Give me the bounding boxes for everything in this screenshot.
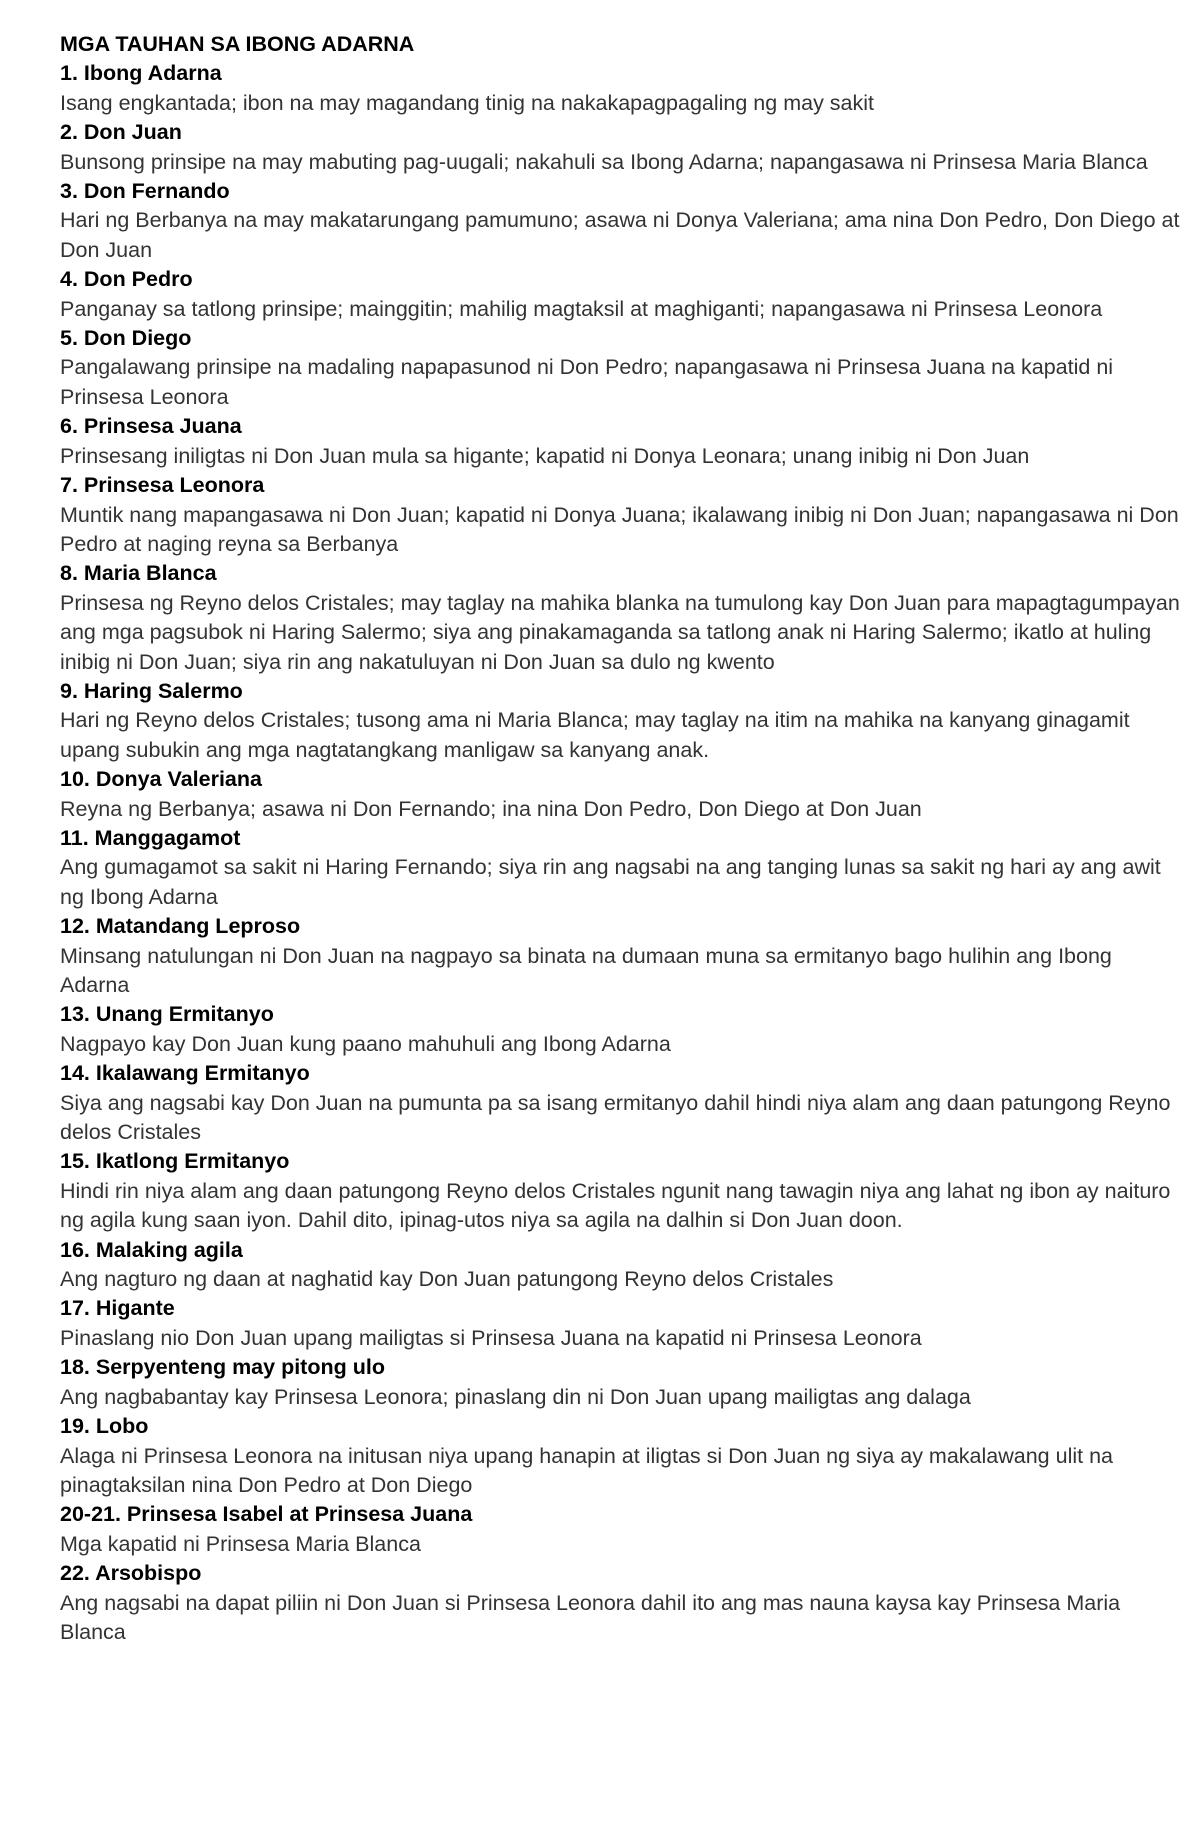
- document-body: [60, 30, 1180, 1647]
- character-description: Ang nagturo ng daan at naghatid kay Don Juan patungong Reyno delos Cristales: [60, 1267, 834, 1292]
- character-entry: [60, 1147, 1180, 1235]
- character-description: Hari ng Reyno delos Cristales; tusong ama ni Maria Blanca; may taglay na itim na mahika na kanyang ginagamit upang subukin ang mga nagtatangkang manligaw sa kanyang anak.: [60, 708, 1130, 762]
- character-entry: [60, 1236, 1180, 1295]
- character-description: Alaga ni Prinsesa Leonora na initusan niya upang hanapin at iligtas si Don Juan ng siya ay makalawang ulit na pinagtaksilan nina Don Pedro at Don Diego: [60, 1443, 1113, 1497]
- character-entry: [60, 59, 1180, 118]
- character-entry: [60, 1412, 1180, 1500]
- character-description: Mga kapatid ni Prinsesa Maria Blanca: [60, 1531, 421, 1556]
- character-description: Bunsong prinsipe na may mabuting pag-uugali; nakahuli sa Ibong Adarna; napangasawa ni Prinsesa Maria Blanca: [60, 149, 1148, 174]
- character-entry: [60, 265, 1180, 324]
- character-name: 5. Don Diego: [60, 326, 192, 351]
- character-name: 18. Serpyenteng may pitong ulo: [60, 1355, 385, 1380]
- character-entry: [60, 765, 1180, 824]
- character-entry: [60, 324, 1180, 412]
- character-name: 6. Prinsesa Juana: [60, 414, 242, 439]
- character-entry: [60, 1353, 1180, 1412]
- character-name: 8. Maria Blanca: [60, 561, 217, 586]
- character-description: Prinsesa ng Reyno delos Cristales; may taglay na mahika blanka na tumulong kay Don Juan para mapagtagumpayan ang mga pagsubok ni Haring Salermo; siya ang pinakamaganda sa tatlong anak ni Haring Salermo; ikatlo at huling inibig ni Don Juan; siya rin ang nakatuluyan ni Don Juan sa dulo ng kwento: [60, 590, 1180, 674]
- character-name: 19. Lobo: [60, 1414, 149, 1439]
- character-entry: [60, 177, 1180, 265]
- character-entry: [60, 1559, 1180, 1647]
- character-description: Pangalawang prinsipe na madaling napapasunod ni Don Pedro; napangasawa ni Prinsesa Juana na kapatid ni Prinsesa Leonora: [60, 355, 1114, 409]
- character-description: Ang nagsabi na dapat piliin ni Don Juan si Prinsesa Leonora dahil ito ang mas nauna kaysa kay Prinsesa Maria Blanca: [60, 1590, 1121, 1644]
- character-entry: [60, 912, 1180, 1000]
- character-description: Minsang natulungan ni Don Juan na nagpayo sa binata na dumaan muna sa ermitanyo bago hulihin ang Ibong Adarna: [60, 943, 1112, 997]
- character-entry: [60, 677, 1180, 765]
- character-description: Isang engkantada; ibon na may magandang tinig na nakakapagpagaling ng may sakit: [60, 90, 874, 115]
- character-name: 4. Don Pedro: [60, 267, 193, 292]
- character-description: Reyna ng Berbanya; asawa ni Don Fernando; ina nina Don Pedro, Don Diego at Don Juan: [60, 796, 922, 821]
- character-entry: [60, 118, 1180, 177]
- character-name: 22. Arsobispo: [60, 1561, 202, 1586]
- character-description: Nagpayo kay Don Juan kung paano mahuhuli ang Ibong Adarna: [60, 1031, 671, 1056]
- character-entry: [60, 1059, 1180, 1147]
- character-name: 9. Haring Salermo: [60, 678, 243, 703]
- character-name: 14. Ikalawang Ermitanyo: [60, 1061, 310, 1086]
- character-description: Muntik nang mapangasawa ni Don Juan; kapatid ni Donya Juana; ikalawang inibig ni Don Juan; napangasawa ni Don Pedro at naging reyna sa Berbanya: [60, 502, 1179, 556]
- character-entry: [60, 471, 1180, 559]
- character-description: Prinsesang iniligtas ni Don Juan mula sa higante; kapatid ni Donya Leonara; unang inibig ni Don Juan: [60, 443, 1030, 468]
- character-entry: [60, 824, 1180, 912]
- character-name: 1. Ibong Adarna: [60, 61, 222, 86]
- character-name: 17. Higante: [60, 1296, 175, 1321]
- character-description: Siya ang nagsabi kay Don Juan na pumunta pa sa isang ermitanyo dahil hindi niya alam ang daan patungong Reyno delos Cristales: [60, 1090, 1171, 1145]
- character-description: Panganay sa tatlong prinsipe; mainggitin; mahilig magtaksil at maghiganti; napangasawa ni Prinsesa Leonora: [60, 296, 1103, 321]
- character-name: 3. Don Fernando: [60, 179, 230, 204]
- character-name: 13. Unang Ermitanyo: [60, 1002, 274, 1027]
- character-description: Hindi rin niya alam ang daan patungong Reyno delos Cristales ngunit nang tawagin niya ang lahat ng ibon ay naituro ng agila kung saan iyon. Dahil dito, ipinag-utos niya sa agila na dalhin si Don Juan doon.: [60, 1178, 1171, 1233]
- character-entry: [60, 1500, 1180, 1559]
- character-description: Ang nagbabantay kay Prinsesa Leonora; pinaslang din ni Don Juan upang mailigtas ang dalaga: [60, 1384, 971, 1409]
- character-name: 15. Ikatlong Ermitanyo: [60, 1149, 290, 1174]
- character-name: 7. Prinsesa Leonora: [60, 473, 265, 498]
- character-entry: [60, 1000, 1180, 1059]
- character-name: 2. Don Juan: [60, 120, 182, 145]
- character-description: Pinaslang nio Don Juan upang mailigtas si Prinsesa Juana na kapatid ni Prinsesa Leonora: [60, 1325, 922, 1350]
- character-name: 20-21. Prinsesa Isabel at Prinsesa Juana: [60, 1502, 473, 1527]
- character-description: Hari ng Berbanya na may makatarungang pamumuno; asawa ni Donya Valeriana; ama nina Don Pedro, Don Diego at Don Juan: [60, 208, 1180, 262]
- character-entry: [60, 559, 1180, 677]
- character-name: 12. Matandang Leproso: [60, 914, 301, 939]
- character-entry: [60, 1294, 1180, 1353]
- character-name: 10. Donya Valeriana: [60, 767, 262, 792]
- document-title: MGA TAUHAN SA IBONG ADARNA: [60, 32, 415, 56]
- character-entry: [60, 412, 1180, 471]
- character-name: 11. Manggagamot: [60, 825, 241, 850]
- character-description: Ang gumagamot sa sakit ni Haring Fernando; siya rin ang nagsabi na ang tanging lunas sa sakit ng hari ay ang awit ng Ibong Adarna: [60, 855, 1161, 909]
- character-name: 16. Malaking agila: [60, 1237, 243, 1262]
